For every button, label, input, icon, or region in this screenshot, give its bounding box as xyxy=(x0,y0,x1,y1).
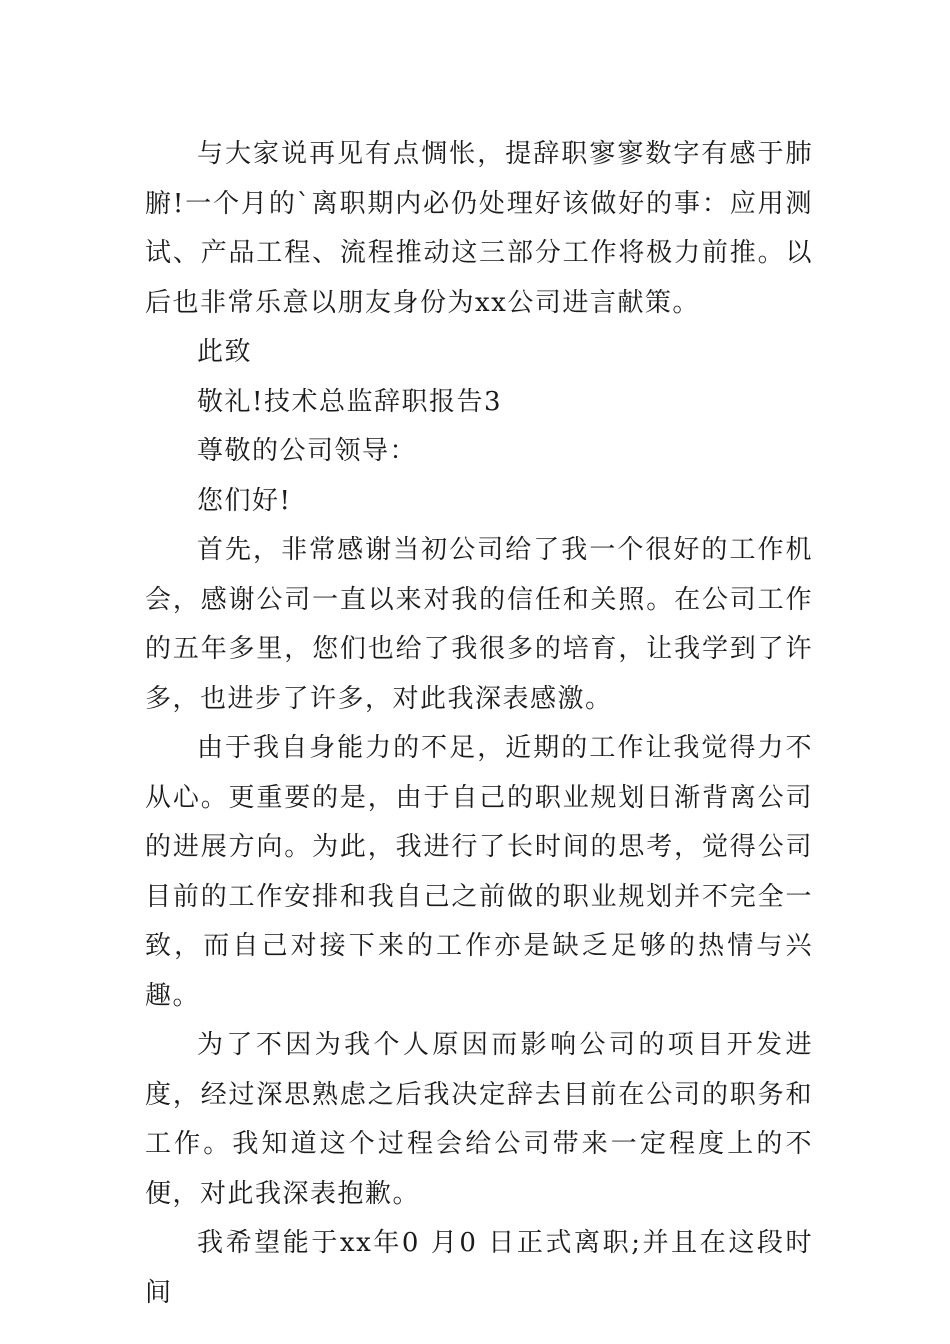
paragraph-decision: 为了不因为我个人原因而影响公司的项目开发进度，经过深思熟虑之后我决定辞去目前在公司的职务和工作。我知道这个过程会给公司带来一定程度上的不便，对此我深表抱歉。 xyxy=(145,1030,813,1209)
greeting-recipient: 尊敬的公司领导： xyxy=(197,436,418,466)
paragraph-gratitude: 首先，非常感谢当初公司给了我一个很好的工作机会，感谢公司一直以来对我的信任和关照。在公司工作的五年多里，您们也给了我很多的培育，让我学到了许多，也进步了许多，对此我深表感激。 xyxy=(145,535,813,714)
greeting-hello: 您们好! xyxy=(197,485,292,516)
paragraph-farewell: 与大家说再见有点惆怅，提辞职寥寥数字有感于肺腑!一个月的`离职期内必仍处理好该做好的事：应用测试、产品工程、流程推动这三部分工作将极力前推。以后也非常乐意以朋友身份为xx公司进言献策。 xyxy=(145,139,813,318)
closing-salutation: 此致 xyxy=(197,337,253,367)
paragraph-reason: 由于我自身能力的不足，近期的工作让我觉得力不从心。更重要的是，由于自己的职业规划日渐背离公司的进展方向。为此，我进行了长时间的思考，觉得公司目前的工作安排和我自己之前做的职业规划并不完全一致，而自己对接下来的工作亦是缺乏足够的热情与兴趣。 xyxy=(145,733,813,1011)
document-body xyxy=(145,130,813,1318)
closing-regards-title: 敬礼!技术总监辞职报告3 xyxy=(197,386,502,417)
paragraph-departure-date: 我希望能于xx年0 月0 日正式离职;并且在这段时间 xyxy=(145,1228,813,1308)
